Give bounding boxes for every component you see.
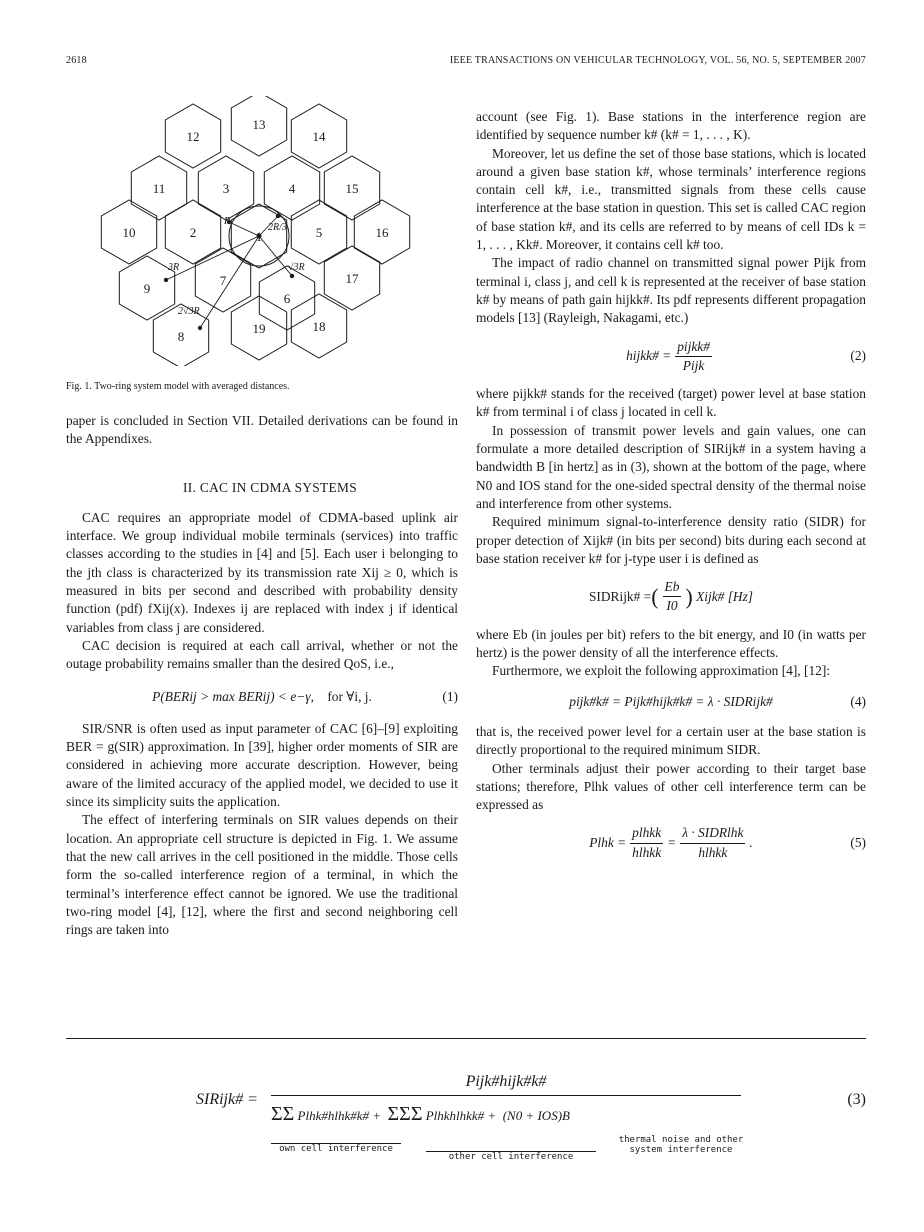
right-column bbox=[476, 108, 866, 872]
label-R: R bbox=[224, 216, 231, 227]
hex-cell-label: 12 bbox=[186, 129, 200, 144]
paragraph: Required minimum signal-to-interference density ratio (SIDR) for proper detection of Xijk# (in bits per second) bits during each second at base station receiver k# for j-type user i is defined as bbox=[476, 514, 866, 566]
paragraph: account (see Fig. 1). Base stations in the interference region are identified by sequence number k# (k# = 1, . . . , K). bbox=[476, 109, 866, 143]
hex-cell-label: 11 bbox=[152, 181, 166, 196]
hex-cell-label: 19 bbox=[252, 321, 266, 336]
hex-cell-label: 13 bbox=[252, 117, 266, 132]
paragraph: paper is concluded in Section VII. Detailed derivations can be found in the Appendixes. bbox=[66, 413, 458, 447]
hex-cell-label: 8 bbox=[177, 329, 185, 344]
paragraph: The effect of interfering terminals on SIR values depends on their location. An appropriate cell structure is depicted in Fig. 1. We assume that the new call arrives in the cell positioned in the middle. Those cells form the so-called interference region of a terminal, in which the terminal’s interference effect cannot be ignored. We use the traditional two-ring model [4], [12], where the first and second neighboring cell rings are taken into bbox=[66, 812, 458, 938]
hex-cell-label: 17 bbox=[345, 271, 359, 286]
equation-4: pijk#k# = Pijk#hijk#k# = λ · SIDRijk# (4) bbox=[569, 693, 866, 709]
hex-cell-label: 10 bbox=[122, 225, 136, 240]
paragraph: where pijkk# stands for the received (target) power level at base station k# from terminal i of class j located in cell k. bbox=[476, 386, 866, 420]
equation-sidr: SIDRijk# = ( $\frac{Eb}{I0}$ ) Xijk# [Hz] bbox=[588, 579, 754, 614]
hex-cell-label: 2 bbox=[189, 225, 197, 240]
figure-caption: Fig. 1. Two-ring system model with averaged distances. bbox=[66, 381, 290, 392]
equation-3: SIRijk# = Pijk#hijk#k# ΣΣ Plhk#hlhk#k# + ΣΣΣ Plhkhlhkk# + (N0 + IOS)B own cell interference other cell interference thermal noise and other system interference (3) bbox=[196, 1073, 866, 1162]
hex-cell-label: 5 bbox=[315, 225, 323, 240]
hex-cell-label: 3 bbox=[222, 181, 230, 196]
page-divider bbox=[66, 1038, 866, 1039]
label-2sqrt3R: 2√3R bbox=[178, 306, 200, 317]
label-sqrt3R: √3R bbox=[288, 262, 305, 273]
hex-cell-label: 18 bbox=[312, 319, 326, 334]
left-column bbox=[66, 412, 458, 939]
paragraph: Moreover, let us define the set of those base stations, which is located around a given base station k#, whose terminals’ interference regions contain cell k#, i.e., transmitted signals from these cells cause interference at the base station in question. This set is called CAC region of base station k#, and its cells are referred to by means of cell IDs k = 1, . . . , Kk#. Moreover, it contains cell k# too. bbox=[476, 145, 866, 253]
paragraph: CAC decision is required at each call arrival, whether or not the outage probability remains smaller than the desired QoS, i.e., bbox=[66, 637, 458, 672]
section-title: II. CAC IN CDMA SYSTEMS bbox=[183, 479, 357, 495]
paragraph: CAC requires an appropriate model of CDMA-based uplink air interface. We group individual mobile terminals (services) into traffic classes according to the studies in [4] and [5]. Each user i belonging to the jth class is characterized by its transmission rate Xij ≥ 0, which is measured in bits per second and described with probability density function (pdf) fXij(x). Indexes ij are replaced with index j if identical variables from class j are considered. bbox=[66, 509, 458, 635]
hex-cell-label: 9 bbox=[143, 281, 151, 296]
hex-cell-label: 14 bbox=[312, 129, 326, 144]
journal-header: IEEE TRANSACTIONS ON VEHICULAR TECHNOLOGY, VOL. 56, NO. 5, SEPTEMBER 2007 bbox=[449, 55, 866, 66]
paragraph: Other terminals adjust their power according to their target base stations; therefore, Plhk values of other cell interference term can be expressed as bbox=[476, 760, 866, 813]
paragraph: that is, the received power level for a certain user at the base station is directly proportional to the required minimum SIDR. bbox=[476, 723, 866, 758]
label-2R3: 2R/3 bbox=[268, 222, 287, 233]
paragraph: In possession of transmit power levels and gain values, one can formulate a more detailed description of SIRijk# in a system having a bandwidth B [in hertz] as in (3), shown at the bottom of the page, where N0 and IOS stand for the one-sided spectral density of the thermal noise and interference from other systems. bbox=[476, 422, 866, 511]
label-3R: 3R bbox=[168, 262, 180, 273]
paragraph: SIR/SNR is often used as input parameter of CAC [6]–[9] exploiting BER = g(SIR) approximation. In [39], higher order moments of SIR are considered in achieving more accurate description. However, being aware of the limited accuracy of the applied model, we decided to use it since its simplicity suits the application. bbox=[66, 720, 458, 810]
paragraph: The impact of radio channel on transmitted signal power Pijk from terminal i, class j, and cell k is represented at the receiver of base station k# by means of path gain hijkk#. Its pdf represents different propagation models [13] (Rayleigh, Nakagami, etc.) bbox=[476, 255, 866, 326]
hex-cell-label: 15 bbox=[345, 181, 359, 196]
page-number: 2618 bbox=[66, 55, 87, 66]
hex-cell-label: 4 bbox=[288, 181, 296, 196]
paragraph: Furthermore, we exploit the following approximation [4], [12]: bbox=[492, 663, 831, 679]
hex-cell-label: 16 bbox=[375, 225, 389, 240]
hex-cell-label: 7 bbox=[219, 273, 227, 288]
paragraph: where Eb (in joules per bit) refers to the bit energy, and I0 (in watts per hertz) is the power density of all the interference effects. bbox=[476, 626, 866, 661]
fig1-hex-diagram bbox=[96, 96, 416, 366]
hex-cell-label: 6 bbox=[283, 291, 291, 306]
equation-1: P(BERij > max BERij) < e−γ, for ∀i, j. (1) bbox=[152, 688, 458, 704]
equation-2: hijkk# = $\frac{\text{pijkk\#}}{\text{Pijk}}$ (2) bbox=[626, 338, 866, 373]
equation-5: Plhk = $\frac{\text{plhkk}}{\text{hlhkk}}$ = $\frac{\text{λ · SIDRlhk}}{\text{hlhkk}}$ . (5) bbox=[589, 825, 866, 860]
